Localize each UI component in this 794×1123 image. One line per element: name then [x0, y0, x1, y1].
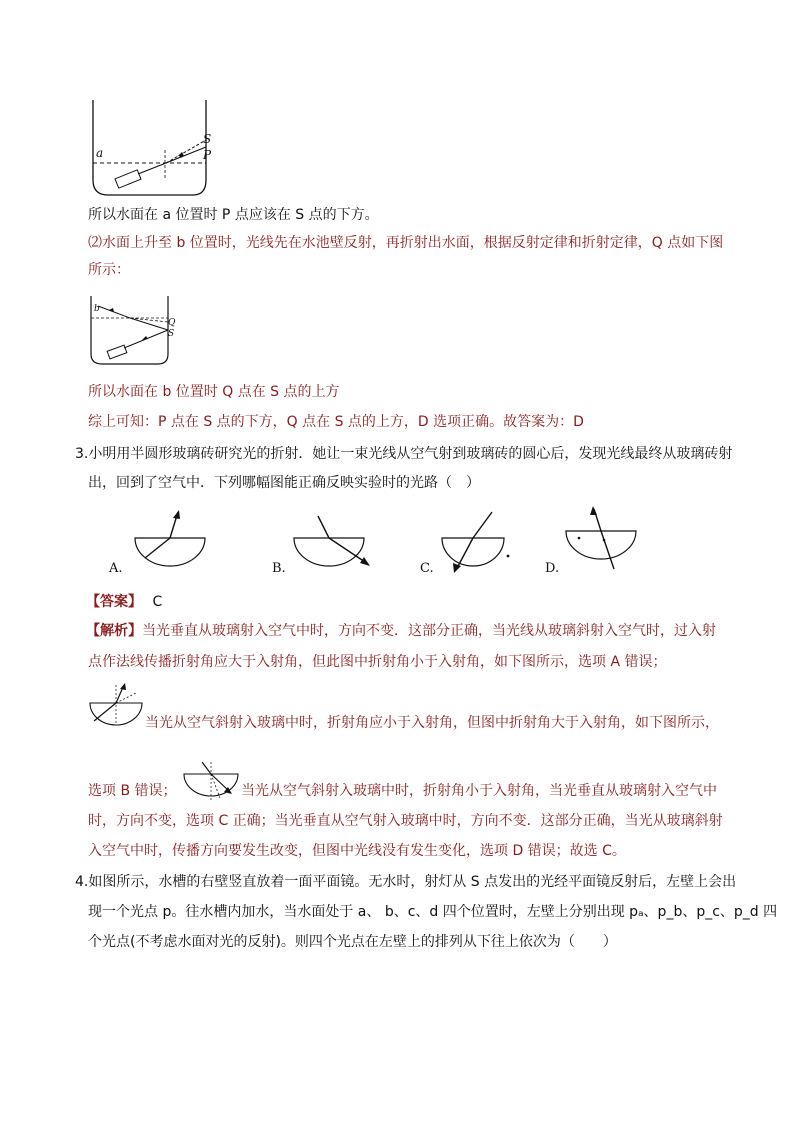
- answer-tag: 【答案】: [86, 594, 142, 610]
- analysis-line-6: 入空气中时，传播方向要发生改变，但图中光线没有发生变化，选项 D 错误；故选 C。: [88, 843, 626, 859]
- option-b-label: B.: [272, 561, 286, 576]
- q4-line-3: 个光点(不考虑水面对光的反射)。则四个光点在左壁上的排列从下往上依次为（ ）: [88, 934, 617, 950]
- para-1: 所以水面在 a 位置时 P 点应该在 S 点的下方。: [88, 207, 379, 223]
- option-c-label: C.: [420, 561, 434, 576]
- fig2-label-q: Q: [168, 318, 176, 328]
- para-3: 所以水面在 b 位置时 Q 点在 S 点的上方: [88, 384, 340, 400]
- option-a-label: A.: [109, 561, 123, 576]
- analysis-line-1: [86, 621, 716, 641]
- fig1-label-s: S: [203, 132, 212, 146]
- analysis-text-1: 当光垂直从玻璃射入空气中时，方向不变．这部分正确，当光线从玻璃斜射入空气时，过入射: [142, 623, 716, 639]
- option-a-diagram: [133, 508, 209, 566]
- analysis-line-3: 当光从空气斜射入玻璃中时，折射角应小于入射角，但图中折射角大于入射角，如下图所示，: [145, 715, 719, 731]
- analysis-line-5: 时，方向不变，选项 C 正确；当光垂直从空气射入玻璃中时，方向不变．这部分正确，当光从玻璃斜射: [88, 813, 723, 829]
- q3-line-1: 3.小明用半圆形玻璃砖研究光的折射．她让一束光线从空气射到玻璃砖的圆心后，发现光线最终从玻璃砖射: [75, 446, 733, 462]
- q4-line-1: 4.如图所示，水槽的右壁竖直放着一面平面镜。无水时，射灯从 S 点发出的光经平面镜反射后，左壁上会出: [75, 874, 737, 890]
- analysis-line-4b: 当光从空气斜射入玻璃中时，折射角小于入射角，当光垂直从玻璃射入空气中: [241, 783, 717, 799]
- para-2-line-2: 所示：: [88, 262, 130, 278]
- q3-line-2: 出，回到了空气中．下列哪幅图能正确反映实验时的光路（ ）: [88, 475, 480, 491]
- answer-value: C: [152, 594, 163, 610]
- answer-row: [86, 592, 162, 612]
- fig2-label-b: b: [94, 304, 100, 314]
- fig1-label-p: P: [203, 148, 212, 162]
- analysis-tag: 【解析】: [86, 623, 142, 639]
- analysis-line-2: 点作法线传播折射角应大于入射角，但此图中折射角小于入射角，如下图所示，选项 A 错误；: [88, 654, 667, 670]
- analysis-diagram-a: [88, 683, 144, 727]
- analysis-diagram-b: [182, 762, 240, 802]
- para-4: 综上可知：P 点在 S 点的下方，Q 点在 S 点的上方，D 选项正确。故答案为：D: [88, 414, 584, 430]
- option-d-label: D.: [545, 561, 560, 576]
- figure-tank-a: [88, 100, 218, 200]
- fig2-label-s: S: [168, 329, 175, 339]
- option-c-diagram: [440, 508, 514, 574]
- para-2-line-1: ⑵水面上升至 b 位置时，光线先在水池壁反射，再折射出水面，根据反射定律和折射定律，Q 点如下图: [88, 235, 724, 251]
- fig1-label-a: a: [96, 146, 104, 160]
- option-d-diagram: [564, 505, 640, 573]
- analysis-line-4a: 选项 B 错误；: [88, 783, 177, 799]
- option-b-diagram: [292, 508, 372, 570]
- figure-tank-b: [88, 296, 178, 368]
- q4-line-2: 现一个光点 p。往水槽内加水，当水面处于 a、 b、c、d 四个位置时，左壁上分别出现 pₐ、p_b、p_c、p_d 四: [88, 904, 778, 920]
